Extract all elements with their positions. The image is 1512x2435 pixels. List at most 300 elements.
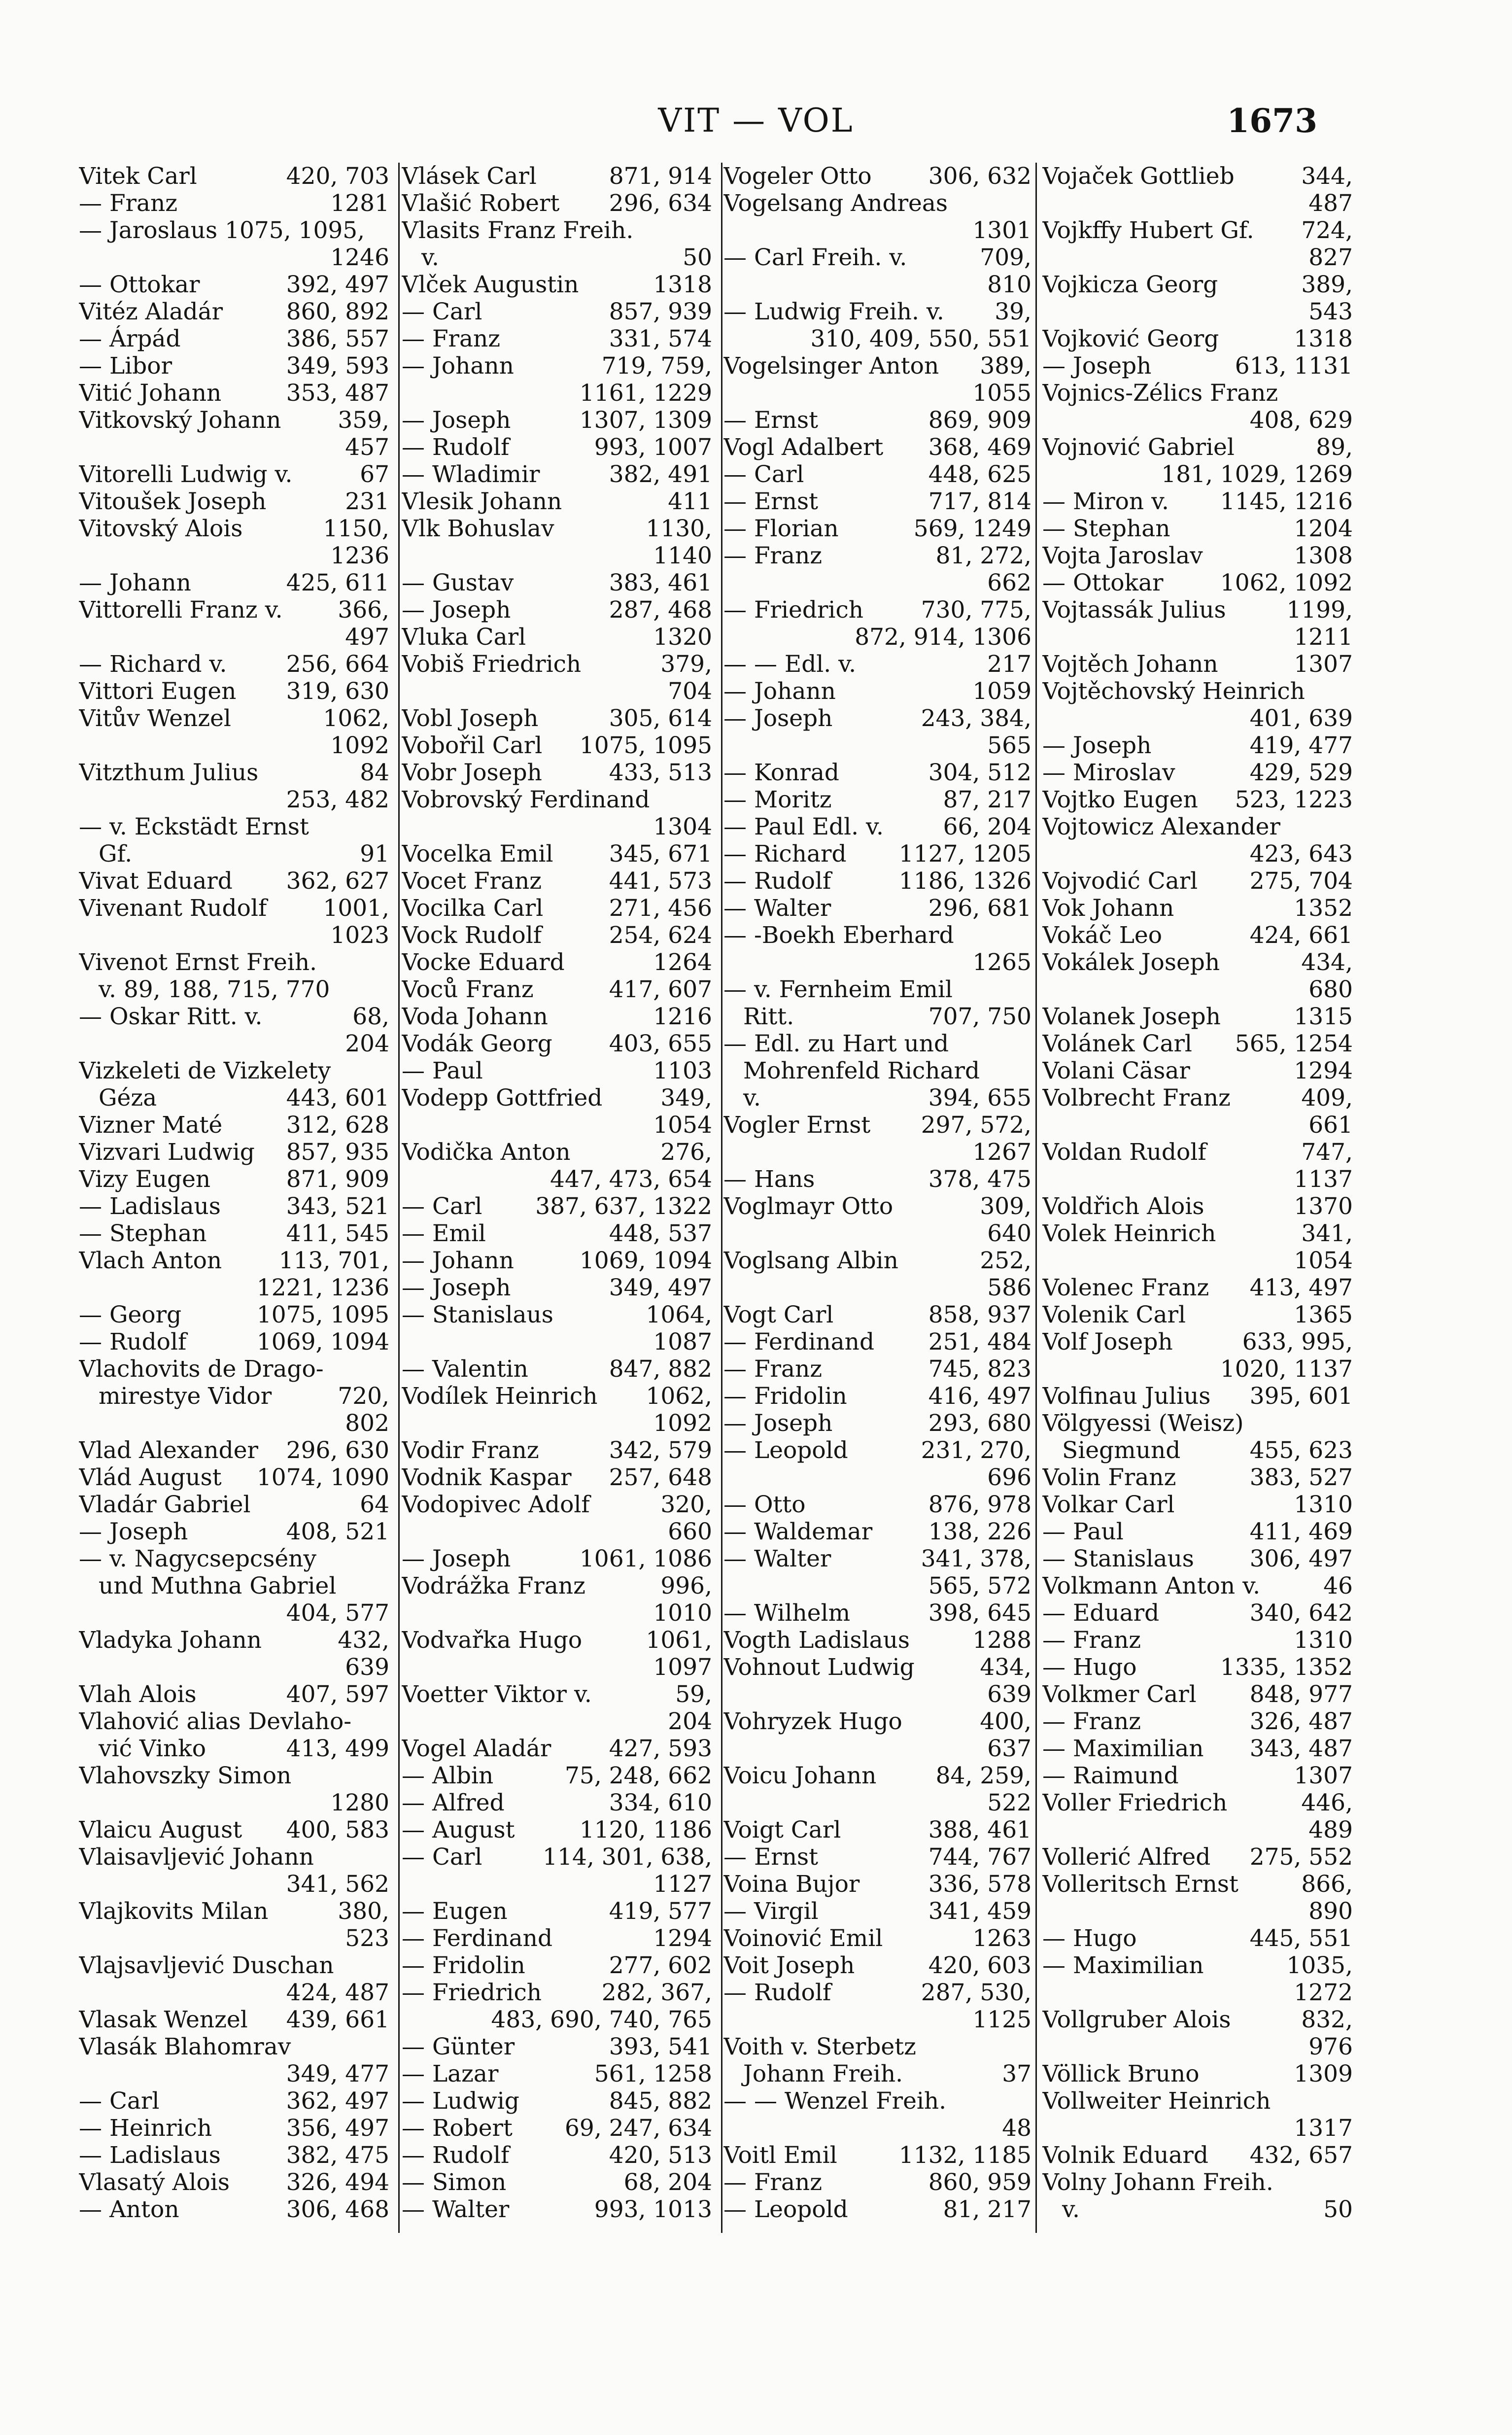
entry-name: Volfinau Julius [1042, 1383, 1211, 1410]
index-entry [79, 217, 389, 244]
index-entry [1042, 1979, 1353, 2006]
index-entry [723, 1898, 1031, 1925]
entry-pages: 68, 204 [623, 2169, 712, 2196]
entry-name: — Eugen [402, 1898, 508, 1925]
index-entry [79, 678, 389, 705]
entry-name: — Walter [723, 1545, 831, 1572]
index-column-2 [402, 163, 712, 2253]
entry-pages: 50 [683, 244, 712, 271]
index-entry [79, 1193, 389, 1220]
entry-name: — Árpád [79, 325, 181, 352]
index-entry [402, 271, 712, 298]
entry-pages: 448, 537 [609, 1220, 712, 1247]
entry-pages: 719, 759, [601, 352, 712, 380]
index-entry [79, 434, 389, 461]
index-entry [723, 840, 1031, 868]
index-entry [723, 2033, 1031, 2060]
index-entry [1042, 895, 1353, 922]
entry-name: — Carl [723, 461, 804, 488]
entry-name: — Paul [402, 1057, 483, 1084]
index-entry [402, 678, 712, 705]
index-entry [1042, 1627, 1353, 1654]
entry-pages: 432, 657 [1249, 2142, 1353, 2169]
entry-pages: 810 [987, 271, 1031, 298]
index-entry [402, 1301, 712, 1328]
entry-pages: 408, 521 [286, 1518, 389, 1545]
index-entry [402, 298, 712, 325]
entry-pages: 59, [675, 1681, 712, 1708]
entry-name: — Maximilian [1042, 1952, 1204, 1979]
index-column-3 [723, 163, 1031, 2253]
entry-name: Vitkovský Johann [79, 407, 281, 434]
entry-pages: 427, 593 [609, 1735, 712, 1762]
index-entry [79, 868, 389, 895]
entry-name: — Rudolf [402, 2142, 510, 2169]
entry-name: Vivenant Rudolf [79, 895, 267, 922]
entry-name: Vlaicu August [79, 1816, 242, 1844]
index-entry [1042, 244, 1353, 271]
entry-pages: 866, [1301, 1871, 1353, 1898]
index-entry [723, 1030, 1031, 1057]
index-entry [1042, 1789, 1353, 1816]
entry-name: Vlahović alias Devlaho- [79, 1708, 352, 1735]
entry-name: Vlah Alois [79, 1681, 197, 1708]
entry-pages: 745, 823 [928, 1356, 1031, 1383]
index-entry [79, 1003, 389, 1030]
entry-name: Voller Friedrich [1042, 1789, 1228, 1816]
index-entry [79, 1057, 389, 1084]
entry-pages: 1320 [653, 624, 712, 651]
entry-pages: 341, 562 [286, 1871, 389, 1898]
index-entry [1042, 1464, 1353, 1491]
entry-pages: 1307 [1294, 1762, 1353, 1789]
entry-pages: 586 [987, 1274, 1031, 1301]
index-entry [402, 1220, 712, 1247]
index-entry [723, 244, 1031, 271]
entry-name: Mohrenfeld Richard [743, 1057, 980, 1084]
entry-name: Vollgruber Alois [1042, 2006, 1231, 2033]
entry-name: — — Wenzel Freih. [723, 2087, 947, 2115]
entry-pages: 277, 602 [609, 1952, 712, 1979]
index-entry [723, 298, 1031, 325]
entry-pages: 420, 703 [286, 163, 389, 190]
entry-pages: 1140 [653, 542, 712, 569]
entry-name: — -Boekh Eberhard [723, 922, 954, 949]
entry-pages: 860, 892 [286, 298, 389, 325]
entry-pages: 1281 [330, 190, 389, 217]
entry-name: Vodák Georg [402, 1030, 552, 1057]
entry-name: Vogler Ernst [723, 1112, 871, 1139]
entry-pages: 416, 497 [928, 1383, 1031, 1410]
index-entry [723, 1654, 1031, 1681]
entry-pages: 306, 632 [928, 163, 1031, 190]
entry-name: Volbrecht Franz [1042, 1084, 1231, 1112]
entry-name: — Ernst [723, 1844, 818, 1871]
entry-name: Voit Joseph [723, 1952, 855, 1979]
entry-pages: 81, 272, [935, 542, 1031, 569]
entry-pages: 1301 [972, 217, 1031, 244]
entry-name: Volf Joseph [1042, 1328, 1173, 1356]
index-entry [723, 1356, 1031, 1383]
entry-name: v. [743, 1084, 761, 1112]
index-entry [723, 434, 1031, 461]
index-entry [1042, 2087, 1353, 2115]
entry-pages: 309, [980, 1193, 1031, 1220]
index-entry [1042, 868, 1353, 895]
entry-pages: 1064, [646, 1301, 712, 1328]
entry-name: — Edl. zu Hart und [723, 1030, 949, 1057]
entry-name: — Rudolf [723, 1979, 831, 2006]
entry-name: Vlaisavljević Johann [79, 1844, 314, 1871]
index-entry [402, 1600, 712, 1627]
index-entry [723, 976, 1031, 1003]
entry-name: — Franz [723, 2169, 823, 2196]
index-entry [79, 569, 389, 596]
entry-pages: 411, 469 [1249, 1518, 1353, 1545]
entry-name: — Anton [79, 2196, 179, 2223]
entry-name: Vok Johann [1042, 895, 1174, 922]
entry-name: — Alfred [402, 1789, 505, 1816]
index-entry [402, 488, 712, 515]
entry-name: Vlk Bohuslav [402, 515, 554, 542]
entry-pages: 251, 484 [928, 1328, 1031, 1356]
index-entry [402, 976, 712, 1003]
index-entry [79, 1166, 389, 1193]
index-entry [1042, 1952, 1353, 1979]
entry-name: Vitorelli Ludwig v. [79, 461, 293, 488]
entry-pages: 389, [1301, 271, 1353, 298]
entry-name: — Johann [79, 569, 191, 596]
index-entry [723, 705, 1031, 732]
entry-name: Voith v. Sterbetz [723, 2033, 916, 2060]
entry-name: — Walter [402, 2196, 510, 2223]
index-entry [402, 515, 712, 542]
index-entry [723, 1545, 1031, 1572]
entry-pages: 1035, [1286, 1952, 1353, 1979]
entry-pages: 349, 593 [286, 352, 389, 380]
index-entry [402, 542, 712, 569]
entry-name: — Joseph [402, 407, 511, 434]
entry-name: Vitovský Alois [79, 515, 243, 542]
index-entry [402, 1193, 712, 1220]
index-entry [402, 1816, 712, 1844]
entry-name: — Johann [402, 1247, 514, 1274]
entry-pages: 403, 655 [609, 1030, 712, 1057]
index-entry [79, 732, 389, 759]
entry-pages: 400, [980, 1708, 1031, 1735]
entry-name: — Jaroslaus 1075, 1095, [79, 217, 365, 244]
index-entry [723, 922, 1031, 949]
entry-pages: 404, 577 [286, 1600, 389, 1627]
index-entry [79, 163, 389, 190]
index-entry [79, 1220, 389, 1247]
index-entry [723, 2196, 1031, 2223]
entry-pages: 1055 [972, 380, 1031, 407]
entry-name: Vojaček Gottlieb [1042, 163, 1235, 190]
entry-name: Vocilka Carl [402, 895, 544, 922]
index-entry [723, 1681, 1031, 1708]
entry-name: — Ludwig Freih. v. [723, 298, 944, 325]
entry-name: Vlasák Blahomrav [79, 2033, 291, 2060]
page-number: 1673 [1227, 102, 1317, 140]
entry-name: Ritt. [743, 1003, 794, 1030]
entry-name: Vlásek Carl [402, 163, 537, 190]
index-entry [723, 596, 1031, 624]
entry-name: Vojtassák Julius [1042, 596, 1226, 624]
entry-pages: 1059 [972, 678, 1031, 705]
index-entry [402, 840, 712, 868]
entry-pages: 717, 814 [928, 488, 1031, 515]
index-entry [79, 1871, 389, 1898]
entry-name: Vogt Carl [723, 1301, 834, 1328]
index-entry [402, 1735, 712, 1762]
entry-pages: 343, 487 [1249, 1735, 1353, 1762]
entry-pages: 138, 226 [928, 1518, 1031, 1545]
entry-pages: 640 [987, 1220, 1031, 1247]
entry-name: — Oskar Ritt. v. [79, 1003, 263, 1030]
index-entry [79, 786, 389, 813]
entry-pages: 1020, 1137 [1220, 1356, 1353, 1383]
index-entry [723, 1925, 1031, 1952]
entry-pages: 253, 482 [286, 786, 389, 813]
index-entry [402, 2006, 712, 2033]
index-entry [1042, 515, 1353, 542]
index-entry [1042, 1356, 1353, 1383]
index-entry [402, 596, 712, 624]
entry-pages: 217 [987, 651, 1031, 678]
entry-pages: 419, 577 [609, 1898, 712, 1925]
index-entry [723, 1762, 1031, 1789]
entry-name: Vizvari Ludwig [79, 1139, 255, 1166]
entry-name: — Raimund [1042, 1762, 1179, 1789]
index-entry [723, 1491, 1031, 1518]
entry-name: Johann Freih. [743, 2060, 903, 2087]
index-entry [723, 651, 1031, 678]
entry-pages: 1307, 1309 [579, 407, 712, 434]
index-entry [402, 569, 712, 596]
entry-pages: 704 [668, 678, 712, 705]
entry-name: — Stanislaus [402, 1301, 553, 1328]
index-entry [402, 922, 712, 949]
entry-name: Vodílek Heinrich [402, 1383, 598, 1410]
index-entry [1042, 488, 1353, 515]
entry-pages: 48 [1002, 2115, 1031, 2142]
entry-pages: 890 [1308, 1898, 1353, 1925]
entry-pages: 489 [1308, 1816, 1353, 1844]
entry-name: Vogelsang Andreas [723, 190, 948, 217]
index-entry [402, 813, 712, 840]
entry-pages: 523, 1223 [1235, 786, 1353, 813]
entry-pages: 1062, [323, 705, 389, 732]
entry-pages: 872, 914, 1306 [855, 624, 1031, 651]
entry-pages: 637 [987, 1735, 1031, 1762]
entry-name: — Rudolf [79, 1328, 187, 1356]
index-entry [1042, 542, 1353, 569]
entry-name: — Ottokar [1042, 569, 1164, 596]
entry-name: mirestye Vidor [99, 1383, 272, 1410]
entry-name: Vivat Eduard [79, 868, 233, 895]
entry-name: Vitéz Aladár [79, 298, 223, 325]
entry-name: — Stephan [1042, 515, 1170, 542]
index-entry [1042, 1844, 1353, 1871]
index-entry [723, 1410, 1031, 1437]
entry-pages: 446, [1301, 1789, 1353, 1816]
entry-name: Vittori Eugen [79, 678, 237, 705]
index-entry [79, 1952, 389, 1979]
entry-pages: 326, 487 [1249, 1708, 1353, 1735]
entry-pages: 81, 217 [943, 2196, 1031, 2223]
entry-pages: 1001, [323, 895, 389, 922]
entry-pages: 344, [1301, 163, 1353, 190]
entry-pages: 433, 513 [609, 759, 712, 786]
entry-pages: 1145, 1216 [1220, 488, 1353, 515]
index-entry [402, 1003, 712, 1030]
index-entry [1042, 2169, 1353, 2196]
entry-name: Vojtowicz Alexander [1042, 813, 1280, 840]
entry-name: Vock Rudolf [402, 922, 542, 949]
entry-name: — Maximilian [1042, 1735, 1204, 1762]
index-entry [1042, 1383, 1353, 1410]
entry-pages: 1221, 1236 [256, 1274, 389, 1301]
index-entry [402, 163, 712, 190]
index-entry [723, 515, 1031, 542]
entry-name: Vojkffy Hubert Gf. [1042, 217, 1254, 244]
entry-name: Vobiš Friedrich [402, 651, 582, 678]
entry-name: — Franz [402, 325, 501, 352]
entry-pages: 1061, 1086 [579, 1545, 712, 1572]
index-entry [402, 2087, 712, 2115]
index-entry [723, 1057, 1031, 1084]
entry-pages: 204 [345, 1030, 389, 1057]
entry-pages: 1365 [1294, 1301, 1353, 1328]
index-entry [402, 2115, 712, 2142]
entry-name: Vizner Maté [79, 1112, 223, 1139]
entry-pages: 69, 247, 634 [565, 2115, 712, 2142]
entry-pages: 445, 551 [1249, 1925, 1353, 1952]
entry-pages: 857, 939 [609, 298, 712, 325]
entry-name: Vodrážka Franz [402, 1572, 585, 1600]
index-entry [723, 1572, 1031, 1600]
entry-name: Voina Bujor [723, 1871, 860, 1898]
entry-name: Voetter Viktor v. [402, 1681, 592, 1708]
entry-pages: 407, 597 [286, 1681, 389, 1708]
index-entry [402, 1762, 712, 1789]
index-entry [1042, 624, 1353, 651]
entry-pages: 1335, 1352 [1220, 1654, 1353, 1681]
index-entry [402, 949, 712, 976]
index-entry [79, 1274, 389, 1301]
index-entry [723, 1301, 1031, 1328]
index-entry [1042, 2115, 1353, 2142]
index-entry [1042, 1274, 1353, 1301]
index-entry [402, 1139, 712, 1166]
entry-pages: 1288 [972, 1627, 1031, 1654]
index-entry [402, 1383, 712, 1410]
entry-name: Volenik Carl [1042, 1301, 1186, 1328]
entry-name: — Ernst [723, 407, 818, 434]
entry-name: — Florian [723, 515, 839, 542]
entry-name: Volani Cäsar [1042, 1057, 1190, 1084]
entry-pages: 417, 607 [609, 976, 712, 1003]
index-entry [402, 1274, 712, 1301]
entry-name: — Eduard [1042, 1600, 1160, 1627]
entry-pages: 1132, 1185 [898, 2142, 1031, 2169]
index-entry [402, 1518, 712, 1545]
index-entry [402, 434, 712, 461]
index-entry [1042, 1030, 1353, 1057]
entry-name: Vojtko Eugen [1042, 786, 1198, 813]
entry-name: — v. Fernheim Emil [723, 976, 953, 1003]
entry-name: — Wilhelm [723, 1600, 851, 1627]
index-entry [723, 1844, 1031, 1871]
entry-pages: 68, [352, 1003, 389, 1030]
entry-pages: 1370 [1294, 1193, 1353, 1220]
entry-pages: 434, [1301, 949, 1353, 976]
entry-name: — Walter [723, 895, 831, 922]
index-entry [79, 1356, 389, 1383]
entry-pages: 413, 499 [286, 1735, 389, 1762]
index-entry [79, 949, 389, 976]
entry-pages: 243, 384, [921, 705, 1031, 732]
entry-pages: 345, 671 [609, 840, 712, 868]
entry-name: — Franz [723, 542, 823, 569]
entry-pages: 66, 204 [943, 813, 1031, 840]
index-entry [1042, 325, 1353, 352]
index-entry [723, 1003, 1031, 1030]
index-entry [723, 732, 1031, 759]
entry-pages: 296, 634 [609, 190, 712, 217]
entry-name: Vitić Johann [79, 380, 222, 407]
index-entry [402, 217, 712, 244]
entry-pages: 256, 664 [286, 651, 389, 678]
index-entry [402, 2060, 712, 2087]
entry-pages: 1075, 1095 [256, 1301, 389, 1328]
index-entry [79, 352, 389, 380]
entry-name: — Fridolin [723, 1383, 847, 1410]
index-entry [723, 1220, 1031, 1247]
entry-pages: 993, 1013 [594, 2196, 712, 2223]
index-entry [1042, 1437, 1353, 1464]
entry-name: Vodepp Gottfried [402, 1084, 603, 1112]
index-entry [1042, 380, 1353, 407]
entry-pages: 661 [1308, 1112, 1353, 1139]
entry-pages: 257, 648 [609, 1464, 712, 1491]
entry-name: Géza [99, 1084, 157, 1112]
entry-pages: 275, 552 [1249, 1844, 1353, 1871]
entry-name: — Stephan [79, 1220, 207, 1247]
entry-name: — Carl [79, 2087, 160, 2115]
entry-name: Vittorelli Franz v. [79, 596, 283, 624]
entry-name: Vodnik Kaspar [402, 1464, 572, 1491]
entry-name: Vodička Anton [402, 1139, 571, 1166]
entry-pages: 379, [660, 651, 712, 678]
entry-pages: 84 [360, 759, 389, 786]
entry-pages: 67 [360, 461, 389, 488]
entry-pages: 1125 [972, 2006, 1031, 2033]
entry-name: — Joseph [1042, 732, 1152, 759]
index-entry [79, 1844, 389, 1871]
index-entry [79, 488, 389, 515]
entry-pages: 114, 301, 638, [543, 1844, 712, 1871]
index-entry [79, 1789, 389, 1816]
entry-name: Völgyessi (Weisz) [1042, 1410, 1244, 1437]
entry-name: — Rudolf [402, 434, 510, 461]
entry-pages: 424, 487 [286, 1979, 389, 2006]
entry-name: Vollerić Alfred [1042, 1844, 1211, 1871]
index-entry [1042, 1654, 1353, 1681]
entry-pages: 565, 572 [928, 1572, 1031, 1600]
entry-name: — Joseph [79, 1518, 188, 1545]
